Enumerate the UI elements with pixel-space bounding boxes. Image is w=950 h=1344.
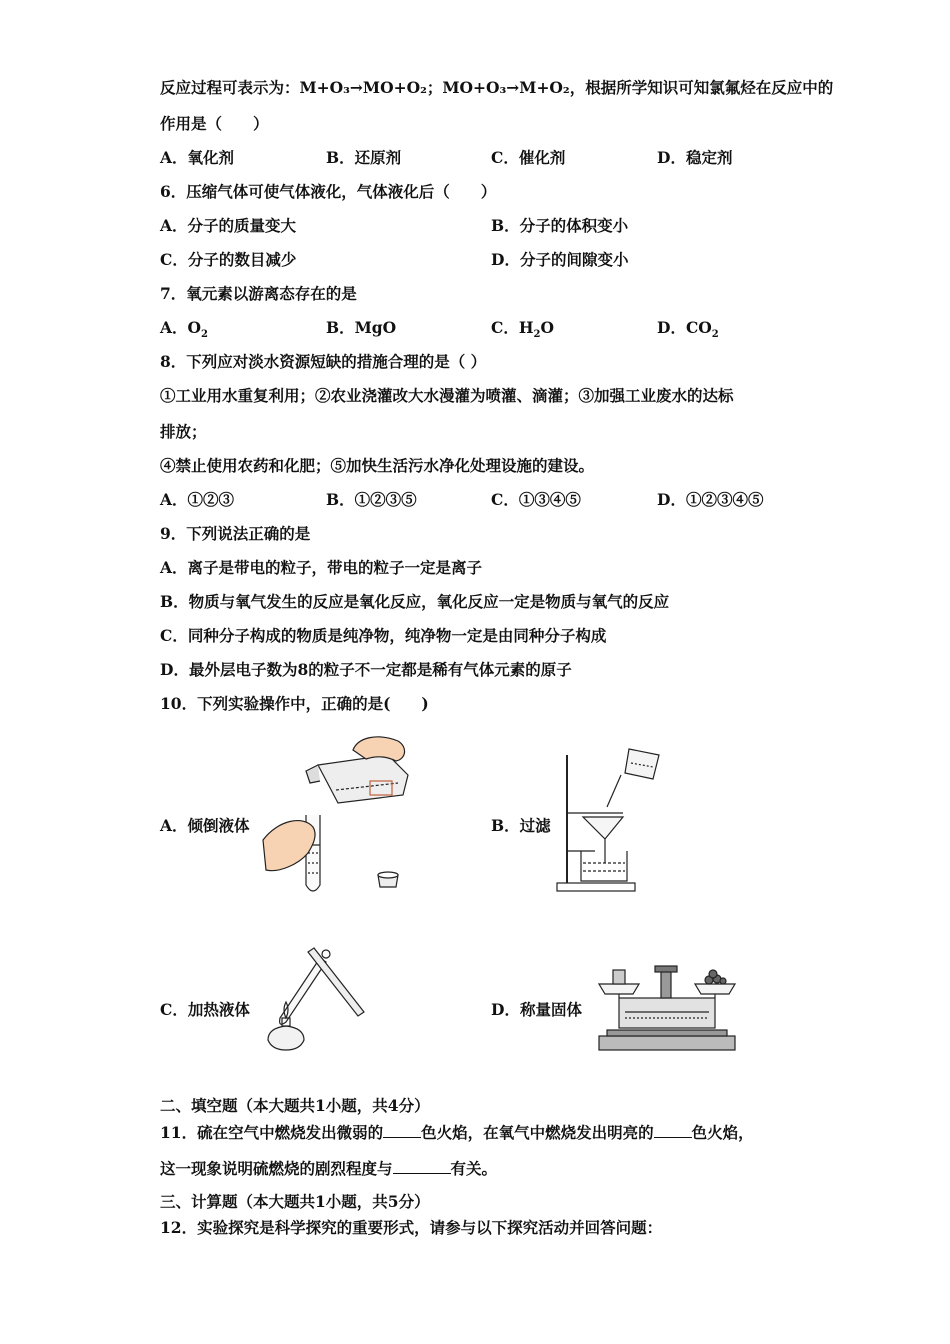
- q8-option-b: B．①②③⑤: [326, 490, 417, 509]
- q9-stem: 9．下列说法正确的是: [160, 524, 311, 543]
- filtration-figure: [555, 745, 665, 895]
- q5-option-b: B．还原剂: [326, 148, 402, 167]
- q10-option-d: D．称量固体: [491, 1000, 582, 1019]
- pouring-liquid-figure: [258, 735, 418, 900]
- q6-stem: 6．压缩气体可使气体液化，气体液化后（ ）: [160, 182, 497, 201]
- q9-option-a: A．离子是带电的粒子，带电的粒子一定是离子: [160, 558, 483, 577]
- q5-stem-line1: 反应过程可表示为：M+O₃→MO+O₂；MO+O₃→M+O₂，根据所学知识可知氯氟烃在反应中的: [160, 78, 834, 97]
- q7-option-a: A．$O_2$: [160, 318, 209, 341]
- q8-measures-line3: ④禁止使用农药和化肥；⑤加快生活污水净化处理设施的建设。: [160, 456, 595, 475]
- heating-liquid-figure: [260, 940, 370, 1055]
- q9-option-d: D．最外层电子数为8的粒子不一定都是稀有气体元素的原子: [160, 660, 572, 679]
- q7-option-b: B．MgO: [326, 318, 397, 337]
- q10-option-b: B．过滤: [491, 816, 551, 835]
- q6-option-c: C．分子的数目减少: [160, 250, 297, 269]
- q8-measures-line1: ①工业用水重复利用；②农业浇灌改大水漫灌为喷灌、滴灌；③加强工业废水的达标: [160, 386, 734, 405]
- q8-option-c: C．①③④⑤: [491, 490, 581, 509]
- q10-stem: 10．下列实验操作中，正确的是( ): [160, 694, 429, 713]
- q9-option-c: C．同种分子构成的物质是纯净物，纯净物一定是由同种分子构成: [160, 626, 607, 645]
- q12-stem: 12．实验探究是科学探究的重要形式，请参与以下探究活动并回答问题：: [160, 1218, 663, 1237]
- q6-option-b: B．分子的体积变小: [491, 216, 629, 235]
- section2-title: 二、填空题（本大题共1小题，共4分）: [160, 1096, 430, 1115]
- q5-option-a: A．氧化剂: [160, 148, 235, 167]
- q8-option-d: D．①②③④⑤: [657, 490, 764, 509]
- q8-stem: 8．下列应对淡水资源短缺的措施合理的是（ ）: [160, 352, 487, 371]
- q10-option-c: C．加热液体: [160, 1000, 250, 1019]
- q7-option-c: C．$H_2O$: [491, 318, 554, 341]
- q7-stem: 7．氧元素以游离态存在的是: [160, 284, 357, 303]
- q5-stem-line2: 作用是（ ）: [160, 114, 269, 133]
- q6-option-d: D．分子的间隙变小: [491, 250, 629, 269]
- q10-option-a: A．倾倒液体: [160, 816, 250, 835]
- q11-line2: 这一现象说明硫燃烧的剧烈程度与 有关。: [160, 1159, 498, 1178]
- weighing-balance-figure: [595, 960, 740, 1055]
- q6-option-a: A．分子的质量变大: [160, 216, 297, 235]
- section3-title: 三、计算题（本大题共1小题，共5分）: [160, 1192, 430, 1211]
- q5-option-c: C．催化剂: [491, 148, 566, 167]
- q8-option-a: A．①②③: [160, 490, 235, 509]
- q9-option-b: B．物质与氧气发生的反应是氧化反应，氧化反应一定是物质与氧气的反应: [160, 592, 670, 611]
- q7-option-d: D．$CO_2$: [657, 318, 719, 341]
- q5-option-d: D．稳定剂: [657, 148, 733, 167]
- q8-measures-line2: 排放；: [160, 422, 207, 441]
- q11-line1: 11．硫在空气中燃烧发出微弱的 色火焰，在氧气中燃烧发出明亮的 色火焰，: [160, 1123, 754, 1142]
